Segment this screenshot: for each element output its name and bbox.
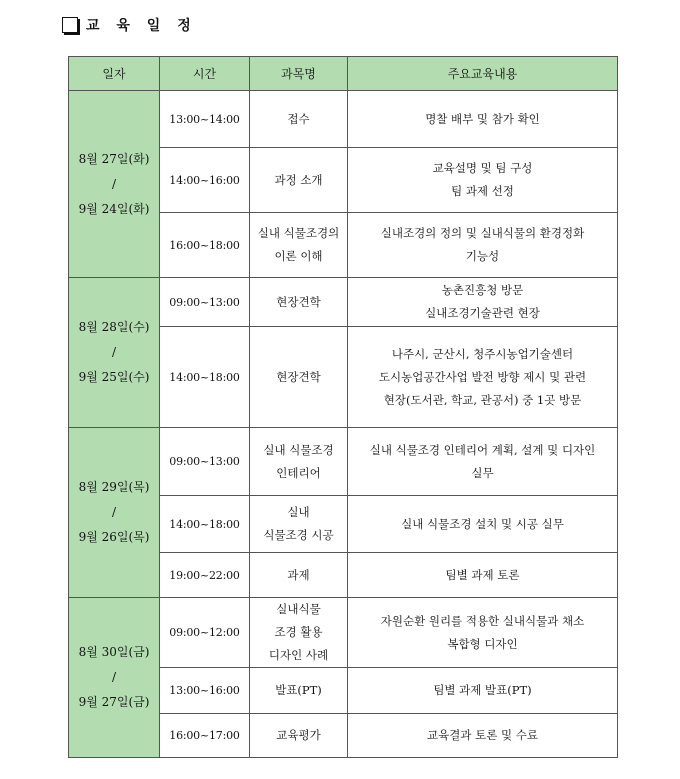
time-cell: 16:00~18:00 [160, 213, 250, 278]
date-cell [69, 598, 160, 758]
time-cell: 14:00~16:00 [160, 148, 250, 213]
subject-line: 조경 활용 [274, 625, 323, 639]
subject-cell [250, 598, 348, 668]
content-line: 복합형 디자인 [447, 636, 518, 651]
date-line: 9월 25일(수) [78, 370, 150, 384]
time-cell: 19:00~22:00 [160, 553, 250, 598]
content-line: 도시농업공간사업 발전 방향 제시 및 관련 [378, 369, 587, 384]
subject-line: 인테리어 [276, 465, 321, 480]
content-line: 교육결과 토론 및 수료 [427, 728, 538, 742]
content-cell [348, 148, 618, 213]
content-line: 현장(도서관, 학교, 관공서) 중 1곳 방문 [383, 392, 582, 407]
subject-line: 현장견학 [276, 369, 321, 384]
checkbox-icon [62, 17, 78, 33]
subject-cell [250, 327, 348, 428]
subject-cell [250, 213, 348, 278]
time-cell: 09:00~12:00 [160, 598, 250, 668]
date-line: / [111, 345, 117, 359]
subject-line: 과제 [287, 567, 310, 582]
schedule-table [68, 56, 618, 758]
content-line: 실내 식물조경 인테리어 계획, 설계 및 디자인 [369, 442, 596, 457]
content-line: 팀 과제 선정 [451, 184, 514, 198]
content-cell [348, 278, 618, 327]
section-heading [62, 13, 197, 37]
content-cell [348, 496, 618, 553]
subject-cell [250, 553, 348, 598]
date-line: 9월 24일(화) [78, 201, 150, 216]
table-row [69, 278, 618, 327]
date-line: 8월 30일(금) [78, 645, 150, 659]
time-cell: 09:00~13:00 [160, 428, 250, 496]
content-cell [348, 327, 618, 428]
time-cell: 14:00~18:00 [160, 327, 250, 428]
date-cell [69, 428, 160, 598]
date-cell [69, 91, 160, 278]
content-cell [348, 91, 618, 148]
header-content: 주요교육내용 [348, 57, 618, 91]
content-line: 실무 [471, 465, 494, 480]
content-line: 나주시, 군산시, 청주시농업기술센터 [391, 346, 574, 361]
subject-line: 이론 이해 [274, 249, 323, 263]
section-title: 교 육 일 정 [86, 18, 197, 34]
subject-cell [250, 91, 348, 148]
time-cell: 14:00~18:00 [160, 496, 250, 553]
time-cell: 09:00~13:00 [160, 278, 250, 327]
content-cell [348, 668, 618, 714]
header-date: 일자 [69, 57, 160, 91]
date-line: 8월 29일(목) [78, 480, 150, 494]
subject-cell [250, 714, 348, 758]
subject-cell [250, 278, 348, 327]
subject-line: 실내 [287, 505, 310, 519]
date-line: 8월 27일(화) [78, 151, 150, 166]
date-line: / [111, 505, 117, 519]
subject-line: 접수 [287, 111, 310, 126]
subject-cell [250, 496, 348, 553]
subject-line: 교육평가 [276, 728, 321, 742]
table-row [69, 428, 618, 496]
subject-cell [250, 148, 348, 213]
date-line: / [111, 670, 117, 684]
subject-line: 발표(PT) [275, 683, 322, 697]
date-line: / [111, 176, 117, 191]
header-row [69, 57, 618, 91]
subject-line: 실내 식물조경 [263, 442, 334, 457]
content-line: 팀별 과제 발표(PT) [433, 683, 532, 697]
subject-line: 실내 식물조경의 [257, 226, 340, 240]
content-line: 팀별 과제 토론 [445, 567, 520, 582]
table-row [69, 91, 618, 148]
time-cell: 16:00~17:00 [160, 714, 250, 758]
content-line: 실내 식물조경 설치 및 시공 실무 [401, 516, 564, 531]
time-cell: 13:00~16:00 [160, 668, 250, 714]
content-line: 자원순환 원리를 적용한 실내식물과 채소 [380, 613, 585, 628]
content-line: 실내조경기술관련 현장 [425, 306, 540, 320]
date-line: 9월 27일(금) [78, 695, 150, 709]
subject-line: 식물조경 시공 [263, 528, 334, 542]
date-line: 9월 26일(목) [78, 530, 150, 544]
table-row [69, 598, 618, 668]
subject-cell [250, 428, 348, 496]
content-cell [348, 428, 618, 496]
subject-line: 현장견학 [276, 294, 321, 309]
header-time: 시간 [160, 57, 250, 91]
content-line: 명찰 배부 및 참가 확인 [425, 111, 540, 126]
time-cell: 13:00~14:00 [160, 91, 250, 148]
header-subject: 과목명 [250, 57, 348, 91]
content-cell [348, 598, 618, 668]
subject-line: 실내식물 [276, 602, 321, 616]
subject-cell [250, 668, 348, 714]
content-line: 농촌진흥청 방문 [441, 283, 524, 297]
content-cell [348, 714, 618, 758]
content-cell [348, 213, 618, 278]
content-line: 실내조경의 정의 및 실내식물의 환경정화 [380, 226, 585, 240]
subject-line: 과정 소개 [274, 172, 323, 187]
content-line: 교육설명 및 팀 구성 [432, 161, 533, 175]
content-cell [348, 553, 618, 598]
date-line: 8월 28일(수) [78, 320, 150, 334]
content-line: 기능성 [465, 249, 500, 263]
date-cell [69, 278, 160, 428]
subject-line: 디자인 사례 [268, 648, 329, 662]
